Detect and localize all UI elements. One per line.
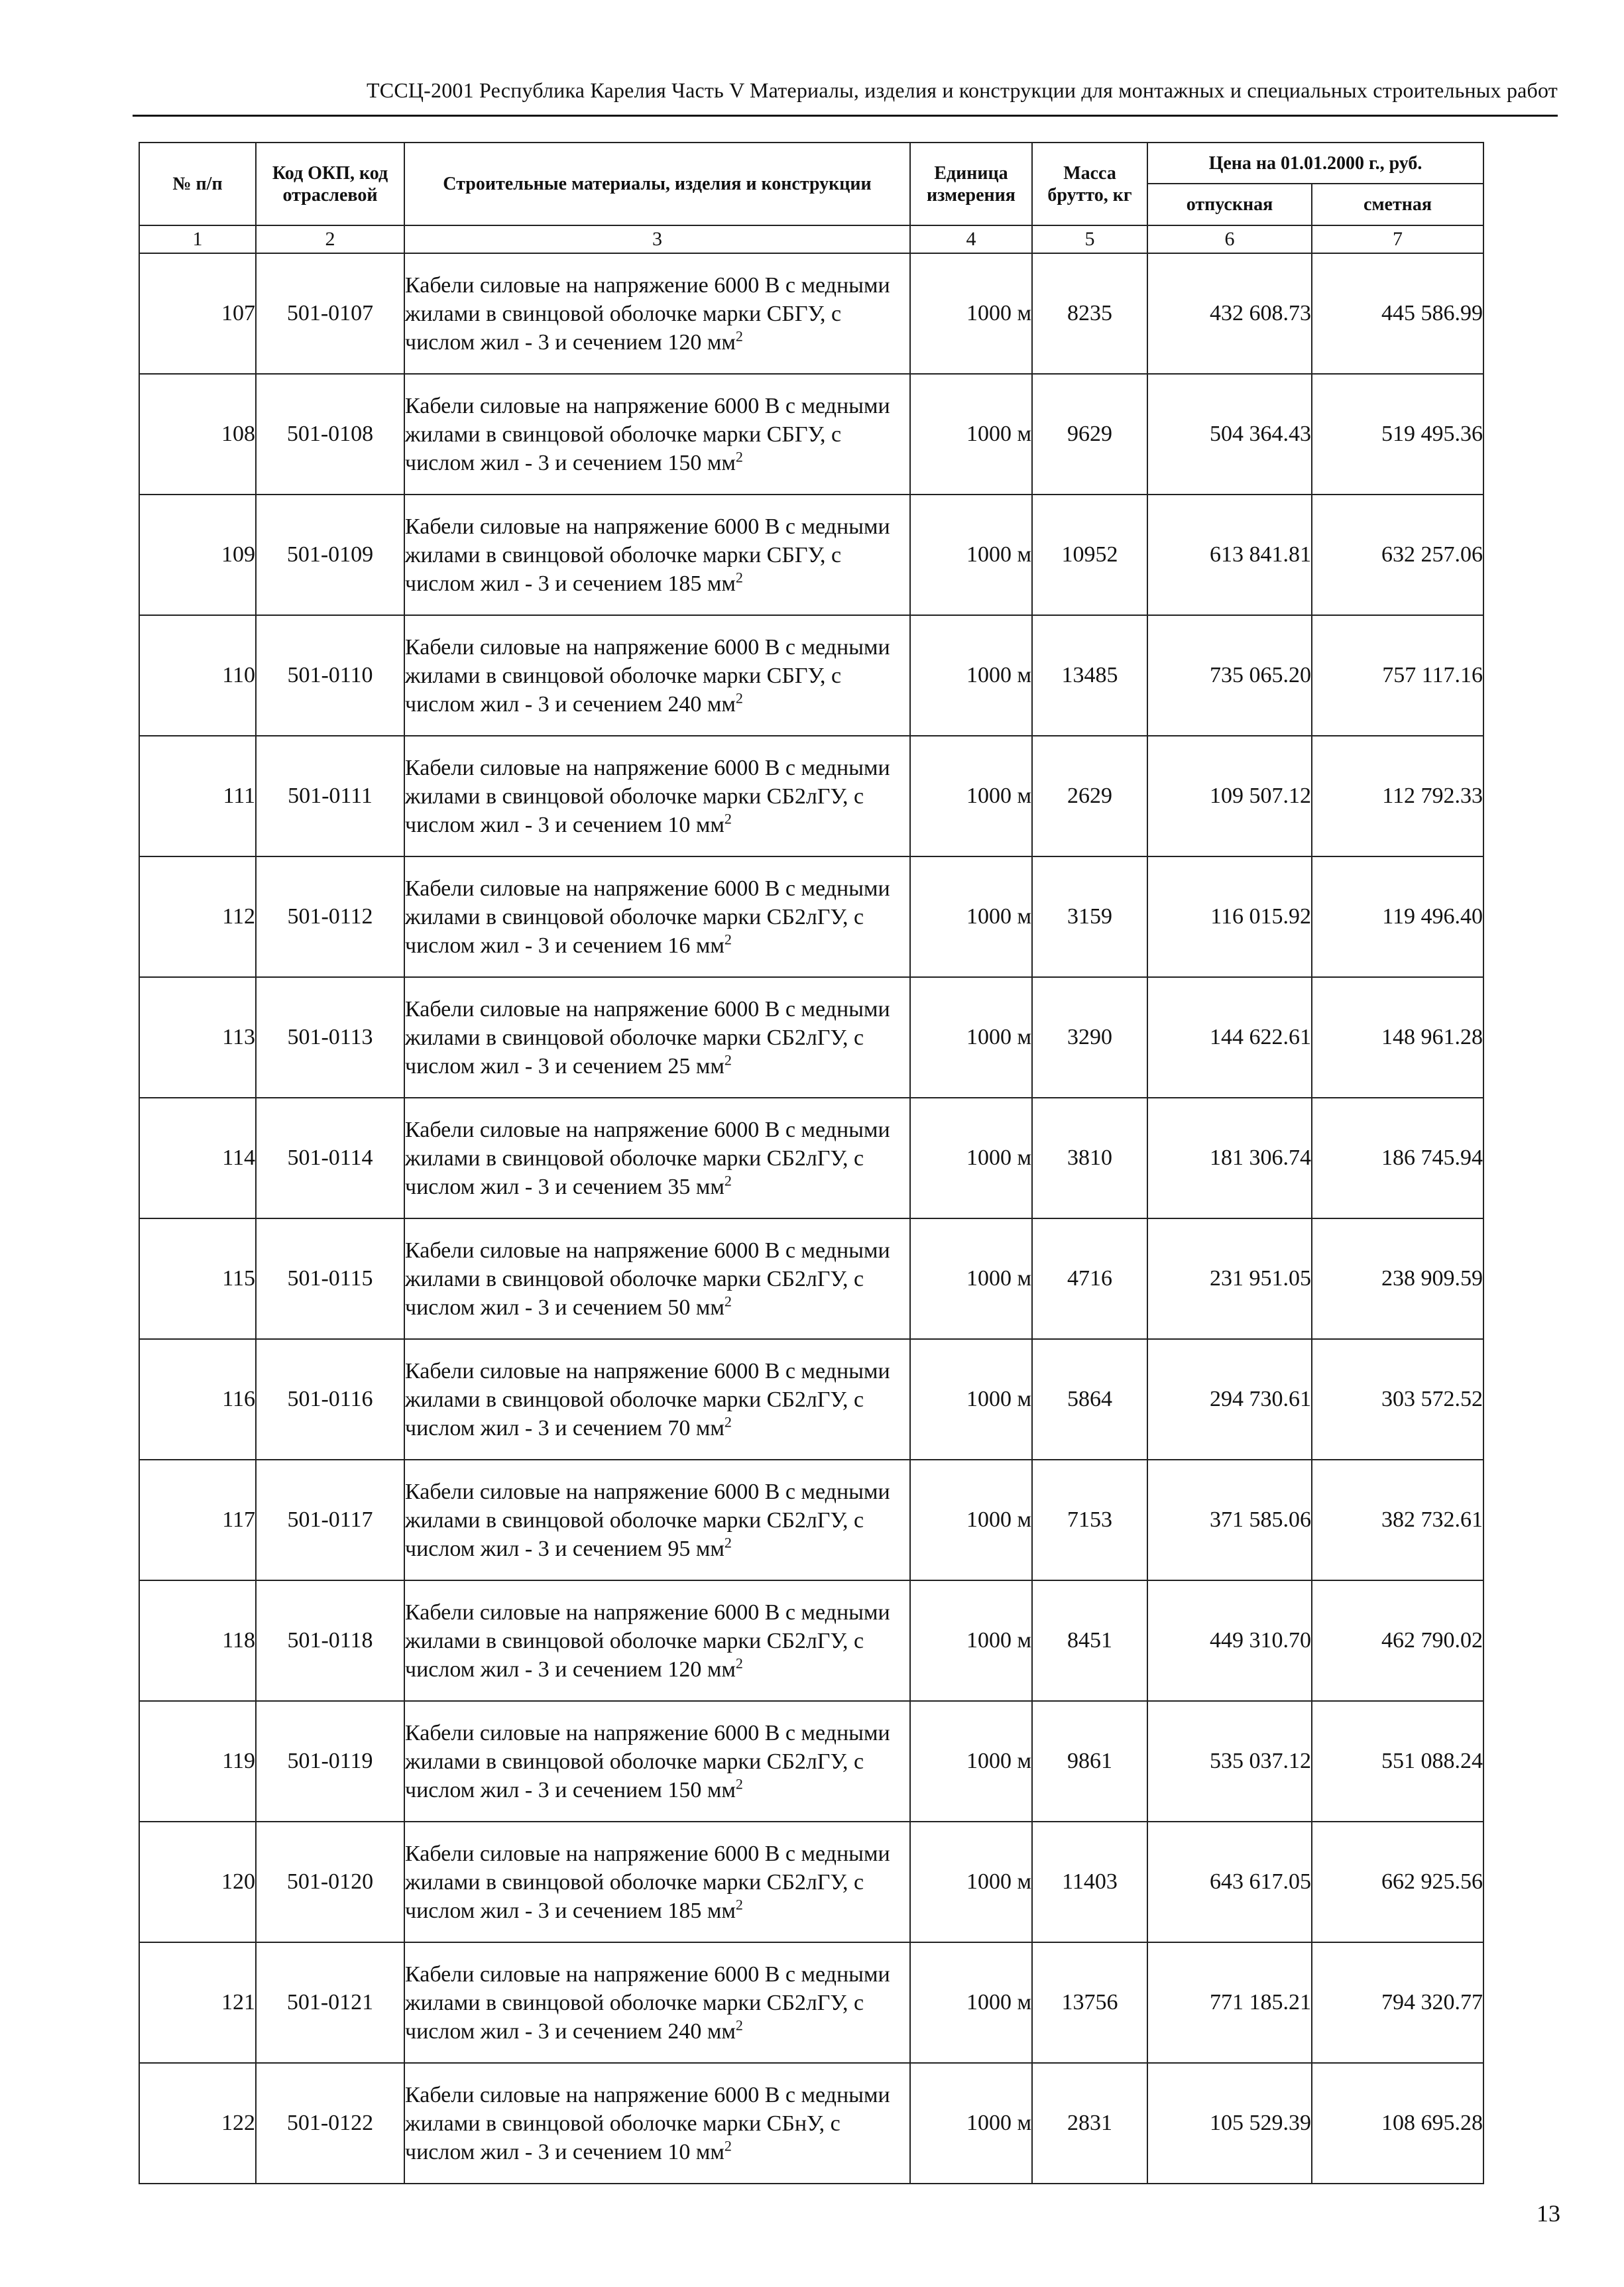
release-price: 613 841.81 xyxy=(1147,495,1312,615)
release-price: 449 310.70 xyxy=(1147,1580,1312,1701)
material-description-text: Кабели силовые на напряжение 6000 В с медными жилами в свинцовой оболочке марки СБнУ, с числом жил - 3 и сечением 10 мм xyxy=(405,2082,890,2164)
table-row xyxy=(139,1218,1483,1339)
row-number: 119 xyxy=(139,1701,256,1822)
material-description xyxy=(404,1339,910,1460)
okp-code: 501-0113 xyxy=(256,977,404,1098)
header-price-estimate: сметная xyxy=(1312,184,1483,225)
gross-mass: 3810 xyxy=(1032,1098,1147,1218)
material-description-text: Кабели силовые на напряжение 6000 В с медными жилами в свинцовой оболочке марки СБ2лГУ, с числом жил - 3 и сечением 240 мм xyxy=(405,1962,890,2044)
material-description-text: Кабели силовые на напряжение 6000 В с медными жилами в свинцовой оболочке марки СБ2лГУ, с числом жил - 3 и сечением 120 мм xyxy=(405,1600,890,1682)
unit-of-measure: 1000 м xyxy=(910,1460,1032,1580)
row-number: 113 xyxy=(139,977,256,1098)
release-price: 294 730.61 xyxy=(1147,1339,1312,1460)
material-description xyxy=(404,1580,910,1701)
unit-of-measure: 1000 м xyxy=(910,253,1032,374)
estimate-price: 551 088.24 xyxy=(1312,1701,1483,1822)
material-description xyxy=(404,1218,910,1339)
material-description-text: Кабели силовые на напряжение 6000 В с медными жилами в свинцовой оболочке марки СБ2лГУ, с числом жил - 3 и сечением 185 мм xyxy=(405,1841,890,1923)
table-row xyxy=(139,1942,1483,2063)
header-price-group: Цена на 01.01.2000 г., руб. xyxy=(1147,143,1483,184)
material-description xyxy=(404,253,910,374)
row-number: 111 xyxy=(139,736,256,856)
material-description-text: Кабели силовые на напряжение 6000 В с медными жилами в свинцовой оболочке марки СБГУ, с числом жил - 3 и сечением 120 мм xyxy=(405,272,890,355)
unit-superscript: 2 xyxy=(724,1051,732,1069)
material-description-text: Кабели силовые на напряжение 6000 В с медными жилами в свинцовой оболочке марки СБ2лГУ, с числом жил - 3 и сечением 50 мм xyxy=(405,1238,890,1320)
unit-superscript: 2 xyxy=(735,569,743,586)
estimate-price: 662 925.56 xyxy=(1312,1822,1483,1942)
okp-code: 501-0118 xyxy=(256,1580,404,1701)
material-description-text: Кабели силовые на напряжение 6000 В с медными жилами в свинцовой оболочке марки СБ2лГУ, с числом жил - 3 и сечением 16 мм xyxy=(405,876,890,958)
column-number: 1 xyxy=(139,225,256,253)
material-description xyxy=(404,2063,910,2184)
gross-mass: 13485 xyxy=(1032,615,1147,736)
estimate-price: 794 320.77 xyxy=(1312,1942,1483,2063)
gross-mass: 2629 xyxy=(1032,736,1147,856)
okp-code: 501-0110 xyxy=(256,615,404,736)
unit-of-measure: 1000 м xyxy=(910,977,1032,1098)
material-description xyxy=(404,1460,910,1580)
estimate-price: 519 495.36 xyxy=(1312,374,1483,495)
release-price: 105 529.39 xyxy=(1147,2063,1312,2184)
gross-mass: 8451 xyxy=(1032,1580,1147,1701)
unit-of-measure: 1000 м xyxy=(910,1339,1032,1460)
unit-superscript: 2 xyxy=(724,1293,732,1310)
release-price: 181 306.74 xyxy=(1147,1098,1312,1218)
row-number: 116 xyxy=(139,1339,256,1460)
release-price: 771 185.21 xyxy=(1147,1942,1312,2063)
estimate-price: 632 257.06 xyxy=(1312,495,1483,615)
table-row xyxy=(139,1701,1483,1822)
release-price: 116 015.92 xyxy=(1147,856,1312,977)
row-number: 109 xyxy=(139,495,256,615)
material-description xyxy=(404,374,910,495)
unit-superscript: 2 xyxy=(735,689,743,707)
table-body xyxy=(139,253,1483,2184)
unit-superscript: 2 xyxy=(735,448,743,465)
material-description xyxy=(404,977,910,1098)
table-row xyxy=(139,2063,1483,2184)
okp-code: 501-0114 xyxy=(256,1098,404,1218)
unit-of-measure: 1000 м xyxy=(910,374,1032,495)
release-price: 231 951.05 xyxy=(1147,1218,1312,1339)
estimate-price: 108 695.28 xyxy=(1312,2063,1483,2184)
estimate-price: 462 790.02 xyxy=(1312,1580,1483,1701)
table-row xyxy=(139,1339,1483,1460)
unit-superscript: 2 xyxy=(735,327,743,345)
gross-mass: 10952 xyxy=(1032,495,1147,615)
estimate-price: 303 572.52 xyxy=(1312,1339,1483,1460)
row-number: 122 xyxy=(139,2063,256,2184)
gross-mass: 11403 xyxy=(1032,1822,1147,1942)
table-row xyxy=(139,856,1483,977)
row-number: 107 xyxy=(139,253,256,374)
material-description-text: Кабели силовые на напряжение 6000 В с медными жилами в свинцовой оболочке марки СБ2лГУ, с числом жил - 3 и сечением 150 мм xyxy=(405,1720,890,1802)
running-header: ТССЦ-2001 Республика Карелия Часть V Материалы, изделия и конструкции для монтажных и специальных строительных работ xyxy=(367,78,1558,102)
table-row xyxy=(139,977,1483,1098)
estimate-price: 186 745.94 xyxy=(1312,1098,1483,1218)
okp-code: 501-0117 xyxy=(256,1460,404,1580)
release-price: 504 364.43 xyxy=(1147,374,1312,495)
table-row xyxy=(139,1460,1483,1580)
row-number: 121 xyxy=(139,1942,256,2063)
release-price: 371 585.06 xyxy=(1147,1460,1312,1580)
unit-superscript: 2 xyxy=(724,1413,732,1431)
page-number: 13 xyxy=(1537,2200,1560,2227)
unit-of-measure: 1000 м xyxy=(910,1942,1032,2063)
row-number: 118 xyxy=(139,1580,256,1701)
row-number: 114 xyxy=(139,1098,256,1218)
column-number: 3 xyxy=(404,225,910,253)
unit-superscript: 2 xyxy=(735,1896,743,1913)
okp-code: 501-0109 xyxy=(256,495,404,615)
release-price: 643 617.05 xyxy=(1147,1822,1312,1942)
material-description xyxy=(404,1942,910,2063)
header-price-release: отпускная xyxy=(1147,184,1312,225)
gross-mass: 7153 xyxy=(1032,1460,1147,1580)
row-number: 115 xyxy=(139,1218,256,1339)
unit-of-measure: 1000 м xyxy=(910,615,1032,736)
table-row xyxy=(139,253,1483,374)
material-description xyxy=(404,495,910,615)
header-code: Код ОКП, код отраслевой xyxy=(256,143,404,225)
unit-superscript: 2 xyxy=(735,1655,743,1672)
material-description-text: Кабели силовые на напряжение 6000 В с медными жилами в свинцовой оболочке марки СБГУ, с числом жил - 3 и сечением 240 мм xyxy=(405,634,890,717)
material-description xyxy=(404,1701,910,1822)
okp-code: 501-0111 xyxy=(256,736,404,856)
unit-of-measure: 1000 м xyxy=(910,856,1032,977)
gross-mass: 2831 xyxy=(1032,2063,1147,2184)
column-number: 7 xyxy=(1312,225,1483,253)
material-description xyxy=(404,736,910,856)
header-mass: Масса брутто, кг xyxy=(1032,143,1147,225)
unit-of-measure: 1000 м xyxy=(910,1218,1032,1339)
estimate-price: 445 586.99 xyxy=(1312,253,1483,374)
gross-mass: 13756 xyxy=(1032,1942,1147,2063)
okp-code: 501-0122 xyxy=(256,2063,404,2184)
okp-code: 501-0119 xyxy=(256,1701,404,1822)
header-num: № п/п xyxy=(139,143,256,225)
okp-code: 501-0107 xyxy=(256,253,404,374)
okp-code: 501-0120 xyxy=(256,1822,404,1942)
row-number: 112 xyxy=(139,856,256,977)
okp-code: 501-0108 xyxy=(256,374,404,495)
column-number: 6 xyxy=(1147,225,1312,253)
table-row xyxy=(139,374,1483,495)
okp-code: 501-0112 xyxy=(256,856,404,977)
unit-superscript: 2 xyxy=(724,2137,732,2154)
material-description-text: Кабели силовые на напряжение 6000 В с медными жилами в свинцовой оболочке марки СБ2лГУ, с числом жил - 3 и сечением 95 мм xyxy=(405,1479,890,1561)
unit-superscript: 2 xyxy=(724,1534,732,1551)
header-material: Строительные материалы, изделия и конструкции xyxy=(404,143,910,225)
table-row xyxy=(139,1822,1483,1942)
material-description xyxy=(404,856,910,977)
material-description-text: Кабели силовые на напряжение 6000 В с медными жилами в свинцовой оболочке марки СБ2лГУ, с числом жил - 3 и сечением 10 мм xyxy=(405,755,890,837)
header-rule xyxy=(133,115,1558,117)
unit-of-measure: 1000 м xyxy=(910,495,1032,615)
row-number: 120 xyxy=(139,1822,256,1942)
unit-superscript: 2 xyxy=(735,2017,743,2034)
estimate-price: 382 732.61 xyxy=(1312,1460,1483,1580)
okp-code: 501-0116 xyxy=(256,1339,404,1460)
gross-mass: 3159 xyxy=(1032,856,1147,977)
gross-mass: 4716 xyxy=(1032,1218,1147,1339)
gross-mass: 8235 xyxy=(1032,253,1147,374)
okp-code: 501-0115 xyxy=(256,1218,404,1339)
table-row xyxy=(139,615,1483,736)
estimate-price: 119 496.40 xyxy=(1312,856,1483,977)
unit-superscript: 2 xyxy=(724,810,732,827)
unit-of-measure: 1000 м xyxy=(910,1822,1032,1942)
estimate-price: 757 117.16 xyxy=(1312,615,1483,736)
column-number: 5 xyxy=(1032,225,1147,253)
row-number: 117 xyxy=(139,1460,256,1580)
material-description-text: Кабели силовые на напряжение 6000 В с медными жилами в свинцовой оболочке марки СБГУ, с числом жил - 3 и сечением 185 мм xyxy=(405,514,890,596)
material-description-text: Кабели силовые на напряжение 6000 В с медными жилами в свинцовой оболочке марки СБ2лГУ, с числом жил - 3 и сечением 25 мм xyxy=(405,996,890,1079)
material-description xyxy=(404,615,910,736)
unit-of-measure: 1000 м xyxy=(910,1701,1032,1822)
row-number: 108 xyxy=(139,374,256,495)
table-row xyxy=(139,736,1483,856)
release-price: 109 507.12 xyxy=(1147,736,1312,856)
gross-mass: 3290 xyxy=(1032,977,1147,1098)
material-description xyxy=(404,1822,910,1942)
estimate-price: 112 792.33 xyxy=(1312,736,1483,856)
column-number: 2 xyxy=(256,225,404,253)
unit-superscript: 2 xyxy=(724,931,732,948)
estimate-price: 148 961.28 xyxy=(1312,977,1483,1098)
gross-mass: 5864 xyxy=(1032,1339,1147,1460)
release-price: 735 065.20 xyxy=(1147,615,1312,736)
material-description-text: Кабели силовые на напряжение 6000 В с медными жилами в свинцовой оболочке марки СБ2лГУ, с числом жил - 3 и сечением 70 мм xyxy=(405,1358,890,1440)
unit-superscript: 2 xyxy=(724,1172,732,1189)
material-description-text: Кабели силовые на напряжение 6000 В с медными жилами в свинцовой оболочке марки СБГУ, с числом жил - 3 и сечением 150 мм xyxy=(405,393,890,475)
table-row xyxy=(139,1098,1483,1218)
release-price: 535 037.12 xyxy=(1147,1701,1312,1822)
table-row xyxy=(139,495,1483,615)
column-number: 4 xyxy=(910,225,1032,253)
unit-of-measure: 1000 м xyxy=(910,1098,1032,1218)
okp-code: 501-0121 xyxy=(256,1942,404,2063)
price-table xyxy=(139,142,1484,2184)
unit-superscript: 2 xyxy=(735,1775,743,1792)
release-price: 432 608.73 xyxy=(1147,253,1312,374)
header-unit: Единица измерения xyxy=(910,143,1032,225)
release-price: 144 622.61 xyxy=(1147,977,1312,1098)
unit-of-measure: 1000 м xyxy=(910,1580,1032,1701)
unit-of-measure: 1000 м xyxy=(910,2063,1032,2184)
unit-of-measure: 1000 м xyxy=(910,736,1032,856)
estimate-price: 238 909.59 xyxy=(1312,1218,1483,1339)
table-row xyxy=(139,1580,1483,1701)
row-number: 110 xyxy=(139,615,256,736)
material-description xyxy=(404,1098,910,1218)
gross-mass: 9629 xyxy=(1032,374,1147,495)
gross-mass: 9861 xyxy=(1032,1701,1147,1822)
material-description-text: Кабели силовые на напряжение 6000 В с медными жилами в свинцовой оболочке марки СБ2лГУ, с числом жил - 3 и сечением 35 мм xyxy=(405,1117,890,1199)
